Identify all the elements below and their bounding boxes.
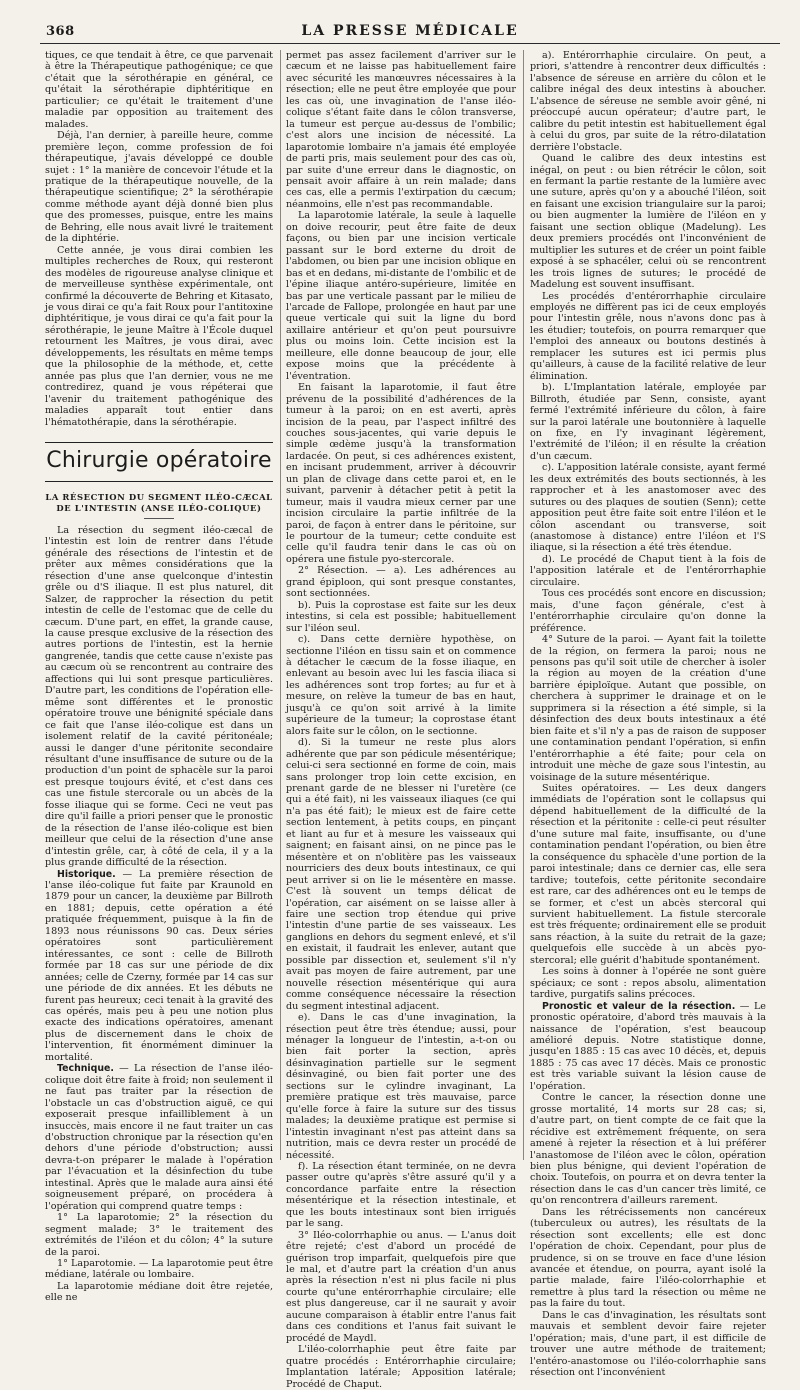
paragraph: Dans le cas d'invagination, les résultats sont mauvais et semblent devoir faire rejeter l'opération; mais, d'une part, il est difficile de trouver une autre méthode de traitement; l'entéro-anastomose ou l'iléo-colorrhaphie sans résection ont l'inconvénient [530,1309,766,1379]
paragraph: permet pas assez facilement d'arriver sur le cæcum et ne laisse pas habituellement faire avec sécurité les manœuvres nécessaires à la résection; elle ne peut être employée que pour les cas où, une invagination de l'anse iléo-colique s'étant faite dans le côlon transverse, la tumeur est perçue au-dessus de l'ombilic; c'est alors une incision de nécessité. La laparotomie lombaire n'a jamais été employée de parti pris, mais seulement pour des cas où, par suite d'une erreur dans le diagnostic, on pensait avoir affaire à un rein malade; dans ces cas, elle a permis l'extirpation du cæcum; néanmoins, elle n'est pas recommandable. [286,50,516,210]
paragraph: En faisant la laparotomie, il faut être prévenu de la possibilité d'adhérences de la tumeur à la paroi; on en est averti, après incision de la peau, par l'aspect infiltré des couches sous-jacentes, qui varie depuis le simple œdème jusqu'à la transformation lardacée. On peut, si ces adhérences existent, en incisant prudemment, arriver à découvrir un plan de clivage dans cette paroi et, en le suivant, parvenir à détacher petit à petit la tumeur, mais il vaudra mieux cerner par une incision circulaire la partie infiltrée de la paroi, de façon à entrer dans le péritoine, sur le pourtour de la tumeur; cette conduite est celle qu'il faudra tenir dans le cas où on opérera une fistule pyo-stercorale. [286,382,516,565]
paragraph: Les procédés d'entérorrhaphie circulaire employés ne diffèrent pas ici de ceux employés pour l'intestin grêle, nous n'avons donc pas à les étudier; toutefois, on pourra remarquer que l'emploi des anneaux ou boutons destinés à remplacer les sutures est ici permis plus qu'ailleurs, à cause de la facilité relative de leur élimination. [530,290,766,382]
paragraph: Dans les rétrécissements non cancéreux (tuberculeux ou autres), les résultats de la résection sont excellents; elle est donc l'opération de choix. Cependant, pour plus de prudence, si on se trouve en face d'une lésion avancée et étendue, on pourra, ayant isolé la partie malade, faire l'iléo-colorrhaphie et remettre à plus tard la résection ou même ne pas la faire du tout. [530,1206,766,1310]
paragraph: Contre le cancer, la résection donne une grosse mortalité, 14 morts sur 28 cas; si, d'autre part, on tient compte de ce fait que la récidive est extrêmement fréquente, on sera amené à rejeter la résection et à lui préférer l'anastomose de l'iléon avec le côlon, opération bien plus bénigne, qui devient l'opération de choix. Toutefois, on pourra et on devra tenter la résection dans le cas d'un cancer très limité, ce qu'on rencontrera d'ailleurs rarement. [530,1092,766,1207]
column-divider-2 [523,50,524,1160]
paragraph: La laparotomie médiane doit être rejetée, elle ne [45,1280,273,1304]
paragraph: c). L'apposition latérale consiste, ayant fermé les deux extrémités des bouts sectionnés, à les rapprocher et à les anastomoser avec des sutures ou des plaques de soutien (Senn); cette apposition peut être faite soit entre l'iléon et le côlon ascendant ou transverse, soit (anastomose à distance) entre l'iléon et l'S iliaque, si la résection a été très étendue. [530,462,766,554]
paragraph: a). Entérorrhaphie circulaire. On peut, a priori, s'attendre à rencontrer deux difficultés : l'absence de séreuse en arrière du côlon et le calibre inégal des deux intestins à aboucher. L'absence de séreuse ne semble avoir gêné, ni préoccupé aucun opérateur; d'autre part, le calibre du petit intestin est habituellement égal à celui du gros, par suite de la rétro-dilatation derrière l'obstacle. [530,50,766,153]
paragraph: 4° Suture de la paroi. — Ayant fait la toilette de la région, on fermera la paroi; nous ne pensons pas qu'il soit utile de chercher à isoler la région au moyen de la création d'une barrière épiploïque. Autant que possible, on cherchera à supprimer le drainage et on le supprimera si la résection a été simple, si la désinfection des deux bouts intestinaux a été bien faite et s'il n'y a pas de raison de supposer une contamination pendant l'opération, si enfin l'entérorrhaphie a été faite; pour cela on introduit une mèche de gaze sous l'intestin, au voisinage de la suture mésentérique. [530,634,766,783]
paragraph: Suites opératoires. — Les deux dangers immédiats de l'opération sont le collapsus qui dépend habituellement de la difficulté de la résection et la péritonite : celle-ci peut résulter d'une suture mal faite, insuffisante, ou d'une contamination pendant l'opération, ou bien être la conséquence du sphacèle d'une portion de la paroi intestinale; dans ce dernier cas, elle sera tardive; toutefois, cette péritonite secondaire est rare, car des adhérences ont eu le temps de se former, et c'est un abcès stercoral qui survient habituellement. La fistule stercorale est très fréquente; ordinairement elle se produit sans réaction, à la suite du retrait de la gaze; quelquefois elle succède à un abcès pyo-stercoral; elle guérit d'habitude spontanément. [530,783,767,966]
paragraph: 2° Résection. — a). Les adhérences au grand épiploon, qui sont presque constantes, sont sectionnées. [286,565,516,600]
column-divider-1 [280,50,281,1160]
paragraph: f). La résection étant terminée, on ne devra passer outre qu'après s'être assuré qu'il y a concordance parfaite entre la résection mésentérique et la résection intestinale, et que les bouts intestinaux sont bien irrigués par le sang. [286,1160,516,1230]
paragraph: 3° Iléo-colorrhaphie ou anus. — L'anus doit être rejeté; c'est d'abord un procédé de guérison trop imparfait, quelquefois pire que le mal, et d'autre part la création d'un anus après la résection n'est ni plus facile ni plus courte qu'une entérorrhaphie circulaire; elle est plus dangereuse, car il ne saurait y avoir aucune comparaison à établir entre l'anus fait dans ces conditions et l'anus fait suivant le procédé de Maydl. [286,1229,516,1344]
article-title-rule [144,518,174,519]
column-3 [530,50,767,1379]
paragraph: Tous ces procédés sont encore en discussion; mais, d'une façon générale, c'est à l'entérorrhaphie circulaire qu'on donne la préférence. [530,588,766,634]
paragraph [530,1001,766,1093]
paragraph: b). L'Implantation latérale, employée par Billroth, étudiée par Senn, consiste, ayant fermé l'extrémité inférieure du côlon, à faire sur la paroi latérale une boutonnière à laquelle on fixe, en l'y invaginant légèrement, l'extrémité de l'iléon; il en résulte la création d'un cæcum. [530,382,766,462]
section-title: Chirurgie opératoire [46,447,272,473]
paragraph: La résection du segment iléo-cæcal de l'intestin est loin de rentrer dans l'étude générale des résections de l'intestin et de prêter aux mêmes considérations que la résection d'une anse quelconque d'intestin grêle ou d'S iliaque. Il est plus naturel, dit Salzer, de rapprocher la résection du petit intestin de celle de l'estomac que de celle du cæcum. D'une part, en effet, la grande cause, la cause presque exclusive de la résection des autres portions de l'intestin, est la hernie gangrenée, tandis que cette cause n'existe pas au cæcum où se rencontrent au contraire des affections qui lui sont presque particulières. D'autre part, les conditions de l'opération elle-même sont différentes et le pronostic opératoire trouve une bénignité spéciale dans ce fait que l'anse iléo-colique est dans un isolement relatif de la cavité péritonéale; aussi le danger d'une péritonite secondaire résultant d'une insuffisance de suture ou de la production d'un point de sphacèle sur la paroi est presque toujours évité, et c'est dans ces cas une fistule stercorale ou un abcès de la fosse iliaque qui se forme. Ceci ne veut pas dire qu'il faille a priori penser que le pronostic de la résection de l'anse iléo-colique est bien meilleur que celui de la résection d'une anse d'intestin grêle, car, à côté de cela, il y a la plus grande difficulté de la résection. [45,524,273,869]
paragraph: tiques, ce que tendait à être, ce que parvenait à être la Thérapeutique pathogénique; ce que c'était que la sérothérapie en général, ce qu'était la sérothérapie diphtéritique en particulier; ce qu'était le traitement d'une maladie par opposition au traitement des malades. [45,50,273,130]
subheading-technique: Technique. [57,1063,114,1075]
article-title [45,492,273,519]
paragraph: L'iléo-colorrhaphie peut être faite par quatre procédés : Entérorrhaphie circulaire; Implantation latérale; Apposition latérale; Procédé de Chaput. [286,1344,516,1390]
paragraph-text: — La première résection de l'anse iléo-colique fut faite par Kraunold en 1879 pour un cancer, la deuxième par Billroth en 1881; depuis, cette opération a été pratiquée fréquemment, puisque à la fin de 1893 nous réunissons 90 cas. Deux séries opératoires sont particulièrement intéressantes, ce sont : celle de Billroth formée par 18 cas sur une période de dix années; celle de Czerny, formée par 14 cas sur une période de dix années. Et les débuts ne furent pas heureux; ceci tenait à la gravité des cas opérés, mais peu à peu une notion plus exacte des indications opératoires, amenant plus de discernement dans le choix de l'intervention, fit énormément diminuer la mortalité. [45,868,273,1063]
paragraph-text: — La résection de l'anse iléo-colique doit être faite à froid; non seulement il ne faut pas traiter par la résection de l'obstacle un cas d'obstruction aiguë, ce qui exposerait presque infailliblement à un insuccès, mais encore il ne faut traiter un cas d'obstruction chronique par la résection qu'en dehors d'une période d'obstruction; aussi devra-t-on préparer le malade à l'opération par l'évacuation et la désinfection du tube intestinal. Après que le malade aura ainsi été soigneusement préparé, on procédera à l'opération qui comprend quatre temps : [45,1063,273,1212]
paragraph: Quand le calibre des deux intestins est inégal, on peut : ou bien rétrécir le côlon, soit en fermant la partie restante de la lumière avec une suture, après qu'on y a abouché l'iléon, soit en faisant une excision triangulaire sur la paroi; ou bien augmenter la lumière de l'iléon en y faisant une section oblique (Madelung). Les deux premiers procédés ont l'inconvénient de multiplier les sutures et de créer un point faible exposé à se sphacéler, celui où se rencontrent les trois lignes de sutures; le procédé de Madelung est souvent insuffisant. [530,153,766,291]
paragraph: c). Dans cette dernière hypothèse, on sectionne l'iléon en tissu sain et on commence à détacher le cæcum de la fosse iliaque, en enlevant au besoin avec lui les fascia iliaca si les adhérences sont trop fortes; au fur et à mesure, on relève la tumeur de bas en haut, jusqu'à ce qu'on soit arrivé à la limite supérieure de la tumeur; la coprostase étant alors faite sur le côlon, on le sectionne. [286,634,516,737]
subheading-historique: Historique. [57,868,116,880]
page-header [40,20,780,42]
subheading-pronostic: Pronostic et valeur de la résection. [542,1000,736,1012]
article-title-text: LA RÉSECTION DU SEGMENT ILÉO-CÆCAL DE L'INTESTIN (ANSE ILÉO-COLIQUE) [45,491,273,513]
column-1 [45,50,273,1304]
paragraph-text: — Le pronostic opératoire, d'abord très mauvais à la naissance de l'opération, s'est beaucoup amélioré depuis. Notre statistique donne, jusqu'en 1885 : 15 cas avec 10 décès, et, depuis 1885 : 75 cas avec 17 décès. Mais ce pronostic est très variable suivant la lésion cause de l'opération. [530,1000,766,1092]
paragraph: Cette année, je vous dirai combien les multiples recherches de Roux, qui resteront des modèles de rigoureuse analyse clinique et de merveilleuse synthèse expérimentale, ont confirmé la découverte de Behring et Kitasato, je vous dirai ce qu'a fait Roux pour l'antitoxine diphtéritique, je vous dirai ce qu'a fait pour la sérothérapie, le jeune Maître à l'École duquel retournent les Maîtres, je vous dirai, avec développements, les résultats en même temps que la philosophie de la méthode, et, cette année pas plus que l'an dernier, vous ne me contredirez, quand je vous répéterai que l'avenir du traitement pathogénique des maladies apparaît tout entier dans l'hématothérapie, dans la sérothérapie. [45,244,273,428]
column-2 [286,50,516,1390]
paragraph: 1° Laparotomie. — La laparotomie peut être médiane, latérale ou lombaire. [45,1257,273,1281]
paragraph: e). Dans le cas d'une invagination, la résection peut être très étendue; aussi, pour ménager la longueur de l'intestin, a-t-on ou bien fait porter la section, après désinvagination partielle sur le segment désinvaginé, ou bien fait porter une des sections sur le cylindre invaginant, La première pratique est très mauvaise, parce qu'elle force à faire la suture sur des tissus malades; la deuxième pratique est permise si l'intestin invaginant n'est pas atteint dans sa nutrition, mais ce devra rester un procédé de nécessité. [286,1012,516,1161]
page-number: 368 [46,24,75,39]
paragraph [45,869,273,1064]
paragraph: Déjà, l'an dernier, à pareille heure, comme première leçon, comme profession de foi thérapeutique, j'avais développé ce double sujet : 1° la manière de concevoir l'étude et la pratique de la thérapeutique nouvelle, de la thérapeutique scientifique; 2° la sérothérapie comme méthode ayant déjà donné bien plus que des promesses, puisque, entre les mains de Behring, elle nous avait livré le traitement de la diphtérie. [45,130,273,245]
paragraph: b). Puis la coprostase est faite sur les deux intestins, si cela est possible; habituellement sur l'iléon seul. [286,599,516,634]
paragraph: d). Le procédé de Chaput tient à la fois de l'apposition latérale et de l'entérorrhaphie circulaire. [530,553,766,588]
header-rule [40,43,780,44]
paragraph [45,1063,273,1212]
paragraph: La laparotomie latérale, la seule à laquelle on doive recourir, peut être faite de deux façons, ou bien par une incision verticale passant sur le bord externe du droit de l'abdomen, ou bien par une incision oblique en bas et en dedans, mi-distante de l'ombilic et de l'épine iliaque antéro-supérieure, limitée en bas par une verticale passant par le milieu de l'arcade de Fallope, prolongée en haut par une queue verticale qui suit la ligne du bord axillaire antérieur et qu'on peut poursuivre plus ou moins loin. Cette incision est la meilleure, elle donne beaucoup de jour, elle expose moins que la précédente à l'éventration. [286,210,516,382]
journal-title: LA PRESSE MÉDICALE [301,23,519,39]
paragraph: d). Si la tumeur ne reste plus alors adhérente que par son pédicule mésentérique; celui-ci sera sectionné en forme de coin, mais sans prolonger trop loin cette excision, en prenant garde de ne blesser ni l'uretère (ce qui a été fait), ni les vaisseaux iliaques (ce qui n'a pas été fait); le mieux est de faire cette section lentement, à petits coups, en pinçant et liant au fur et à mesure les vaisseaux qui saignent; en faisant ainsi, on ne pince pas le mésentère et on n'oblitère pas les vaisseaux nourriciers des deux bouts intestinaux, ce qui peut arriver si on lie le mésentère en masse. C'est là souvent un temps délicat de l'opération, car aisément on se laisse aller à faire une section trop étendue qui prive l'intestin d'une partie de ses vaisseaux. Les ganglions en dehors du segment enlevé, et s'il en existait, il faudrait les enlever, autant que possible par dissection et, seulement s'il n'y avait pas moyen de faire autrement, par une nouvelle résection mésentérique qui aura comme conséquence nécessaire la résection du segment intestinal adjacent. [286,737,516,1012]
paragraph: 1° La laparotomie; 2° la résection du segment malade; 3° le traitement des extrémités de l'iléon et du côlon; 4° la suture de la paroi. [45,1212,273,1258]
paragraph: Les soins à donner à l'opérée ne sont guère spéciaux; ce sont : repos absolu, alimentation tardive, purgatifs salins précoces. [530,966,766,1001]
section-header-box [45,442,273,482]
